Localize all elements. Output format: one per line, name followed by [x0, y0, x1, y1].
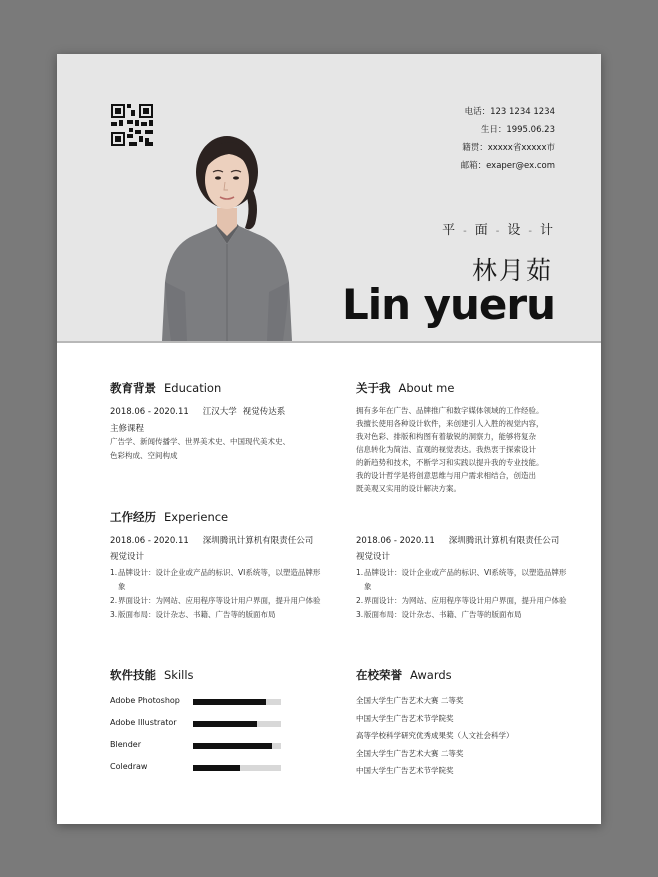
award-item: 全国大学生广告艺术大赛 二等奖 — [356, 696, 464, 705]
skill-bar — [193, 699, 281, 705]
qr-code-icon — [111, 104, 153, 146]
resume-header — [57, 54, 601, 343]
name-english: Lin yueru — [341, 280, 555, 329]
education-line — [110, 405, 285, 417]
skill-bar-fill — [193, 721, 257, 727]
about-line: 我的设计哲学是将创意思维与用户需求相结合，创造出 — [356, 471, 536, 480]
about-heading-en: About me — [398, 381, 455, 395]
skill-row — [110, 740, 290, 762]
awards-heading-en: Awards — [410, 668, 452, 682]
list-item: 3. 版面布局：设计杂志、书籍、广告等的版面布局 — [356, 610, 522, 619]
courses-title: 主修课程 — [110, 424, 145, 434]
about-line: 拥有多年在广告、品牌推广和数字媒体领域的工作经验。 — [356, 406, 544, 415]
list-item: 1. 品牌设计：设计企业或产品的标识、VI系统等，以塑造品牌形象 — [110, 568, 321, 591]
job-title-char: 设 — [507, 223, 521, 238]
job-title-separator: - — [495, 226, 500, 237]
list-item: 2. 界面设计：为网站、应用程序等设计用户界面，提升用户体验 — [356, 596, 567, 605]
job-title-separator: - — [463, 226, 467, 237]
about-heading — [356, 380, 454, 396]
job-role: 视觉设计 — [110, 552, 145, 562]
skill-row — [110, 696, 290, 718]
job-period: 2018.06 - 2020.11 — [356, 536, 435, 546]
job-title-char: 平 — [442, 223, 456, 238]
job-duties — [110, 566, 325, 622]
skill-row — [110, 718, 290, 740]
profile-photo — [157, 132, 297, 341]
list-item: 2. 界面设计：为网站、应用程序等设计用户界面，提升用户体验 — [110, 596, 321, 605]
award-item: 全国大学生广告艺术大赛 二等奖 — [356, 748, 464, 758]
skill-name: Coledraw — [110, 762, 148, 771]
name-chinese: 林月茹 — [471, 256, 553, 285]
job-header — [356, 534, 559, 546]
skill-bar-fill — [193, 699, 266, 705]
job-period: 2018.06 - 2020.11 — [110, 536, 189, 546]
skill-bar — [193, 743, 281, 749]
birthday-text: 生日：1995.06.23 — [480, 125, 555, 135]
skill-bar-fill — [193, 765, 240, 771]
skills-heading-en: Skills — [164, 668, 194, 682]
education-period: 2018.06 - 2020.11 — [110, 407, 189, 417]
awards-heading-cn: 在校荣誉 — [356, 668, 402, 682]
about-line: 我对色彩、排版和构图有着敏锐的洞察力，能够将复杂 — [356, 432, 536, 441]
list-item: 1. 品牌设计：设计企业或产品的标识、VI系统等，以塑造品牌形象 — [356, 568, 567, 591]
about-line: 既美观又实用的设计解决方案。 — [356, 484, 461, 493]
job-title-separator: - — [528, 226, 532, 237]
skill-name: Adobe Illustrator — [110, 718, 177, 727]
experience-heading-en: Experience — [164, 510, 229, 524]
awards-list — [356, 692, 514, 780]
contact-info — [461, 103, 555, 175]
about-line: 的新趋势和技术，不断学习和实践以提升我的专业技能。 — [356, 458, 544, 467]
job-title — [440, 219, 555, 238]
courses-text — [110, 435, 340, 463]
list-item: 3. 版面布局：设计杂志、书籍、广告等的版面布局 — [110, 610, 276, 619]
education-major: 视觉传达系 — [242, 407, 286, 417]
resume-page — [57, 54, 601, 824]
award-item: 中国大学生广告艺术节学院奖 — [356, 713, 454, 723]
email-text: 邮箱：exaper@ex.com — [460, 161, 555, 171]
job-title-char: 面 — [474, 223, 488, 238]
education-heading-cn: 教育背景 — [110, 381, 156, 395]
education-heading — [110, 380, 221, 396]
education-heading-en: Education — [164, 381, 222, 395]
job-company: 深圳腾讯计算机有限责任公司 — [448, 536, 560, 546]
award-item: 高等学校科学研究优秀成果奖（人文社会科学） — [356, 731, 514, 740]
skill-bar-fill — [193, 743, 272, 749]
skill-name: Blender — [110, 740, 141, 749]
experience-heading — [110, 509, 228, 525]
skills-list — [110, 696, 290, 784]
job-role: 视觉设计 — [356, 552, 391, 562]
skill-row — [110, 762, 290, 784]
courses-line: 广告学、新闻传播学、世界美术史、中国现代美术史、 — [110, 437, 290, 446]
job-duties — [356, 566, 571, 622]
skill-bar — [193, 765, 281, 771]
job-company: 深圳腾讯计算机有限责任公司 — [202, 536, 314, 546]
about-line: 信息转化为简洁、直观的视觉表达。我热衷于探索设计 — [356, 445, 536, 454]
awards-heading — [356, 667, 452, 683]
hometown-text: 籍贯：xxxxx省xxxxx市 — [462, 143, 555, 153]
experience-heading-cn: 工作经历 — [110, 510, 156, 524]
skills-heading-cn: 软件技能 — [110, 668, 156, 682]
phone-text: 电话：123 1234 1234 — [464, 107, 555, 117]
skill-bar — [193, 721, 281, 727]
award-item: 中国大学生广告艺术节学院奖 — [356, 766, 454, 775]
about-line: 我擅长使用各种设计软件，来创建引人入胜的视觉内容， — [356, 419, 544, 428]
education-school: 江汉大学 — [202, 407, 237, 417]
courses-line: 色彩构成、空间构成 — [110, 451, 178, 460]
job-header — [110, 534, 313, 546]
about-heading-cn: 关于我 — [356, 381, 391, 395]
job-title-char: 计 — [539, 223, 553, 238]
skills-heading — [110, 667, 194, 683]
skill-name: Adobe Photoshop — [110, 696, 180, 705]
about-text — [356, 404, 586, 495]
